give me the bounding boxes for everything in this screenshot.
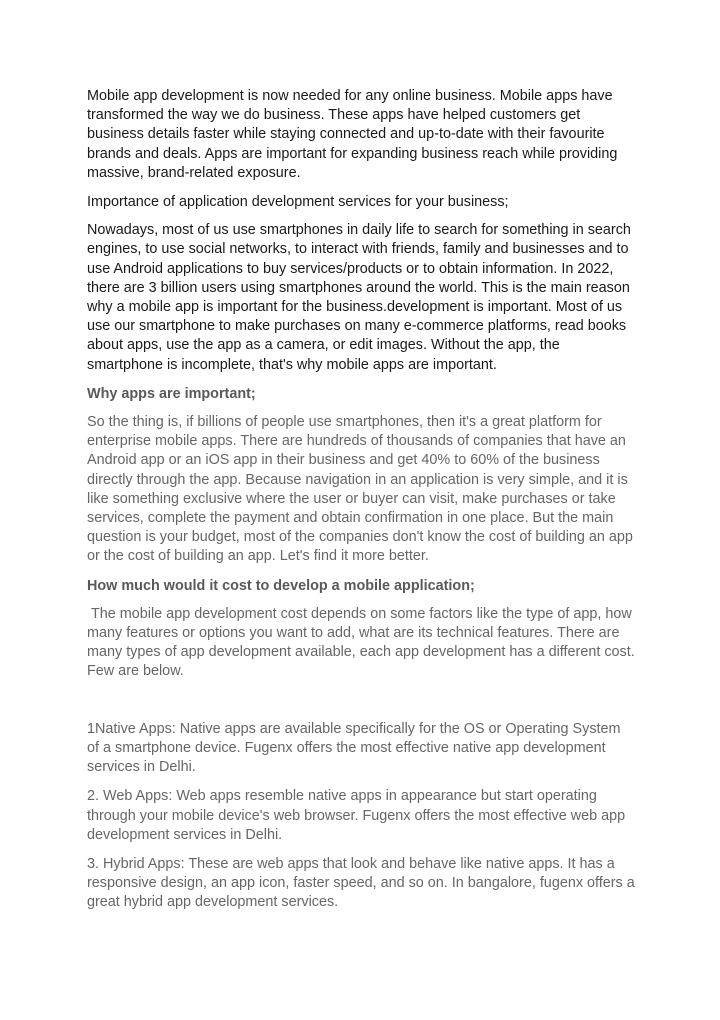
document-page xyxy=(87,87,639,913)
nowadays-paragraph: Nowadays, most of us use smartphones in daily life to search for something in search engines, to use social networks, to interact with friends, family and businesses and to use Android applications to buy services/products or to obtain information. In 2022, there are 3 billion users using smartphones around the world. This is the main reason why a mobile app is important for the business.development is important. Most of us use our smartphone to make purchases on many e-commerce platforms, read books about apps, use the app as a camera, or edit images. Without the app, the smartphone is incomplete, that's why mobile apps are important. xyxy=(87,222,635,373)
importance-heading: Importance of application development services for your business; xyxy=(87,194,509,211)
native-apps-paragraph: 1Native Apps: Native apps are available specifically for the OS or Operating System of a smartphone device. Fugenx offers the most effective native app development services in Delhi. xyxy=(87,720,625,776)
cost-paragraph: The mobile app development cost depends on some factors like the type of app, how many features or options you want to add, what are its technical features. There are many types of app development available, each app development has a different cost. Few are below. xyxy=(87,605,639,680)
cost-heading: How much would it cost to develop a mobile application; xyxy=(87,577,475,594)
intro-paragraph: Mobile app development is now needed for any online business. Mobile apps have transformed the way we do business. These apps have helped customers get business details faster while staying connected and up-to-date with their favourite brands and deals. Apps are important for expanding business reach while providing massive, brand-related exposure. xyxy=(87,88,622,181)
hybrid-apps-paragraph: 3. Hybrid Apps: These are web apps that look and behave like native apps. It has a responsive design, an app icon, faster speed, and so on. In bangalore, fugenx offers a great hybrid app development services. xyxy=(87,855,639,911)
web-apps-paragraph: 2. Web Apps: Web apps resemble native apps in appearance but start operating through your mobile device's web browser. Fugenx offers the most effective web app development services in Delhi. xyxy=(87,788,630,843)
why-apps-heading: Why apps are important; xyxy=(87,385,256,402)
why-apps-paragraph: So the thing is, if billions of people use smartphones, then it's a great platform for enterprise mobile apps. There are hundreds of thousands of companies that have an Android app or an iOS app in their business and get 40% to 60% of the business directly through the app. Because navigation in an application is very simple, and it is like something exclusive where the user or buyer can visit, make purchases or take services, complete the payment and obtain confirmation in one place. But the main question is your budget, most of the companies don't know the cost of building an app or the cost of building an app. Let's find it more better. xyxy=(87,414,637,565)
